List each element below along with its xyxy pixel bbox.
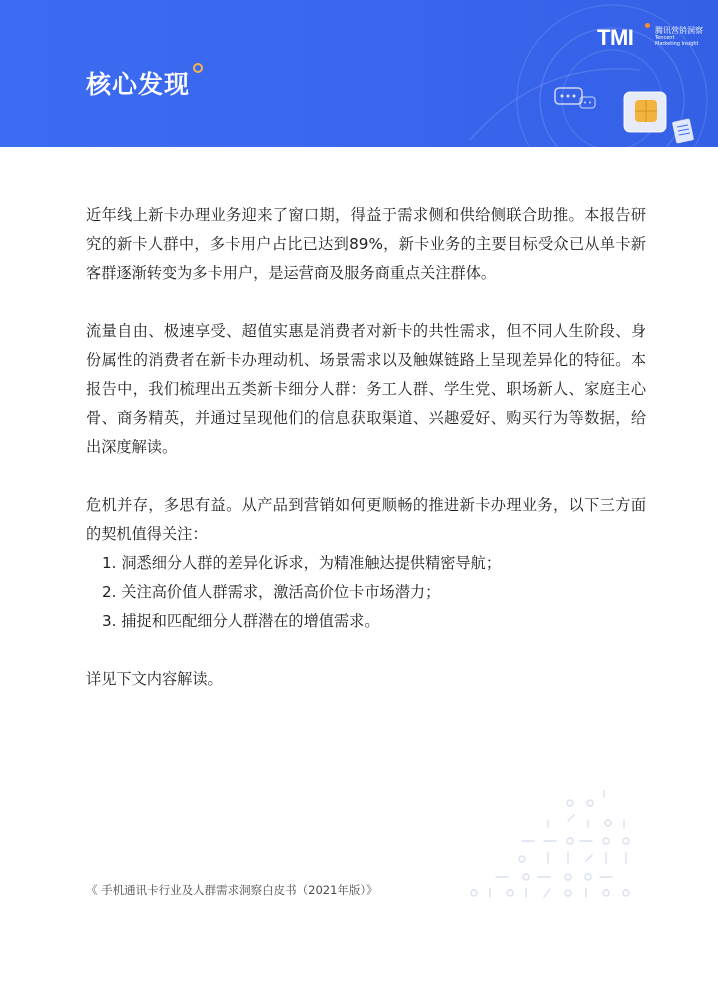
list-item: 2. 关注高价值人群需求，激活高价位卡市场潜力； [102, 583, 441, 601]
dot-line-decoration [466, 783, 646, 903]
sim-card-icon [624, 92, 666, 132]
paragraph-1: 近年线上新卡办理业务迎来了窗口期，得益于需求侧和供给侧联合助推。本报告研究的新卡人群中，多卡用户占比已达到89%，新卡业务的主要目标受众已从单卡新客群逐渐转变为多卡用户，是运营商及服务商重点关注群体。 [86, 206, 646, 282]
opportunity-list [86, 549, 646, 636]
logo-cn: 腾讯营销洞察 [655, 26, 703, 35]
paragraph-2: 流量自由、极速享受、超值实惠是消费者对新卡的共性需求，但不同人生阶段、身份属性的消费者在新卡办理动机、场景需求以及触媒链路上呈现差异化的特征。本报告中，我们梳理出五类新卡细分人群：务工人群、学生党、职场新人、家庭主心骨、商务精英，并通过呈现他们的信息获取渠道、兴趣爱好、购买行为等数据，给出深度解读。 [86, 322, 646, 456]
page-title: 核心发现 [86, 70, 191, 99]
logo-en-line1: Tencent [655, 35, 675, 41]
logo-mark-dot [645, 23, 650, 28]
paragraph-3: 危机并存，多思有益。从产品到营销如何更顺畅的推进新卡办理业务，以下三方面的契机值得关注： [86, 496, 646, 543]
list-item: 3. 捕捉和匹配细分人群潜在的增值需求。 [102, 612, 380, 630]
list-item: 1. 洞悉细分人群的差异化诉求，为精准触达提供精密导航； [102, 554, 502, 572]
title-accent-dot [193, 63, 203, 73]
document-icon [672, 118, 694, 143]
logo-text [655, 26, 703, 47]
closing-text: 详见下文内容解读。 [86, 670, 223, 688]
logo-en-line2: Marketing Insight [655, 41, 699, 47]
tmi-logo [597, 22, 703, 56]
header-banner [0, 0, 718, 147]
source-footnote: 《 手机通讯卡行业及人群需求洞察白皮书（2021年版）》 [86, 883, 378, 897]
findings-body [86, 201, 646, 694]
logo-mark: TMI [597, 25, 634, 50]
chat-bubble-icon [555, 88, 595, 108]
